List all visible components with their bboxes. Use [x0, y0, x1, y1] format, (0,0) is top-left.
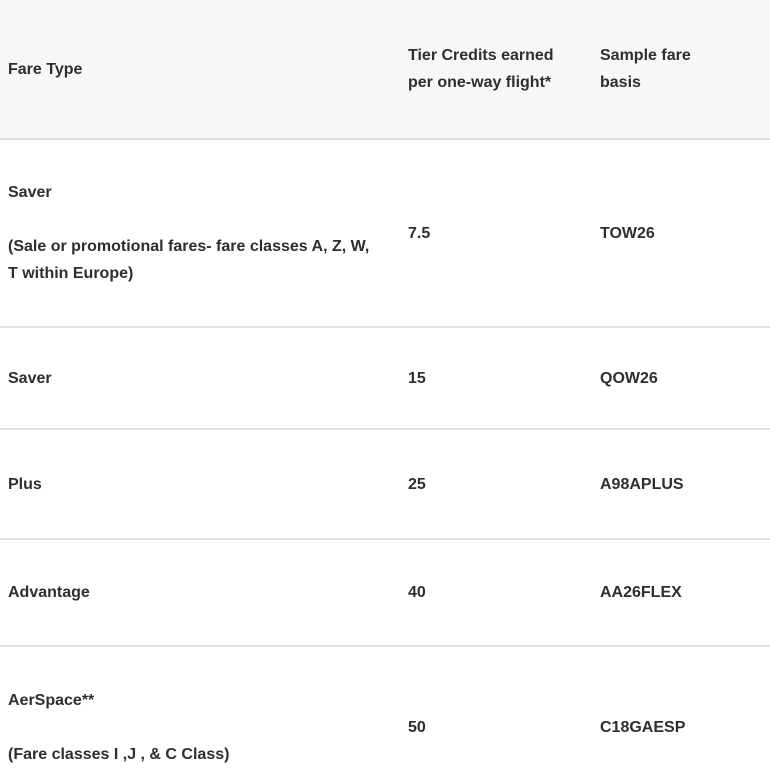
fare-type-cell [0, 540, 408, 645]
column-header-sample-fare-basis-label: Sample fare basis [600, 47, 691, 91]
fare-basis-cell [600, 328, 770, 428]
tier-credits-value: 15 [408, 369, 426, 387]
fare-basis-value: QOW26 [600, 369, 658, 387]
fare-type-cell [0, 430, 408, 538]
fare-basis-value: TOW26 [600, 224, 655, 242]
tier-credits-value: 25 [408, 475, 426, 493]
table-row [0, 647, 770, 780]
fare-basis-value: A98APLUS [600, 475, 684, 493]
tier-credits-cell [408, 328, 600, 428]
column-header-sample-fare-basis [600, 0, 770, 138]
tier-credits-cell [408, 540, 600, 645]
fare-type-text-block [8, 579, 90, 606]
column-header-tier-credits [408, 0, 600, 138]
fare-type-name: Saver [8, 369, 52, 387]
table-header-row [0, 0, 770, 140]
fare-basis-cell [600, 430, 770, 538]
fare-type-name: AerSpace** [8, 691, 95, 709]
table-row [0, 430, 770, 540]
tier-credits-cell [408, 430, 600, 538]
fare-type-name: Plus [8, 475, 42, 493]
table-row [0, 140, 770, 328]
tier-credits-value: 7.5 [408, 224, 431, 242]
fare-type-cell [0, 647, 408, 780]
table-row [0, 540, 770, 647]
fare-type-text-block [8, 179, 370, 287]
fare-type-name: Advantage [8, 584, 90, 601]
fare-basis-value: AA26FLEX [600, 584, 682, 601]
fare-type-cell [0, 140, 408, 326]
fare-type-note: (Fare classes I ,J , & C Class) [8, 745, 230, 763]
column-header-fare-type-label: Fare Type [8, 60, 83, 78]
fare-type-text-block [8, 365, 52, 392]
tier-credits-cell [408, 140, 600, 326]
fare-basis-value: C18GAESP [600, 718, 686, 736]
fare-type-text-block [8, 687, 229, 768]
fare-basis-cell [600, 540, 770, 645]
fare-type-text-block [8, 471, 42, 498]
column-header-tier-credits-label: Tier Credits earned per one-way flight* [408, 47, 554, 91]
fare-type-note: (Sale or promotional fares- fare classes A, Z, W, T within Europe) [8, 238, 370, 282]
tier-credits-value: 50 [408, 718, 426, 736]
tier-credits-cell [408, 647, 600, 780]
fare-type-name: Saver [8, 184, 52, 201]
column-header-fare-type [0, 0, 408, 138]
fare-basis-cell [600, 140, 770, 326]
tier-credits-value: 40 [408, 584, 426, 601]
fare-type-cell [0, 328, 408, 428]
fare-basis-cell [600, 647, 770, 780]
table-row [0, 328, 770, 430]
